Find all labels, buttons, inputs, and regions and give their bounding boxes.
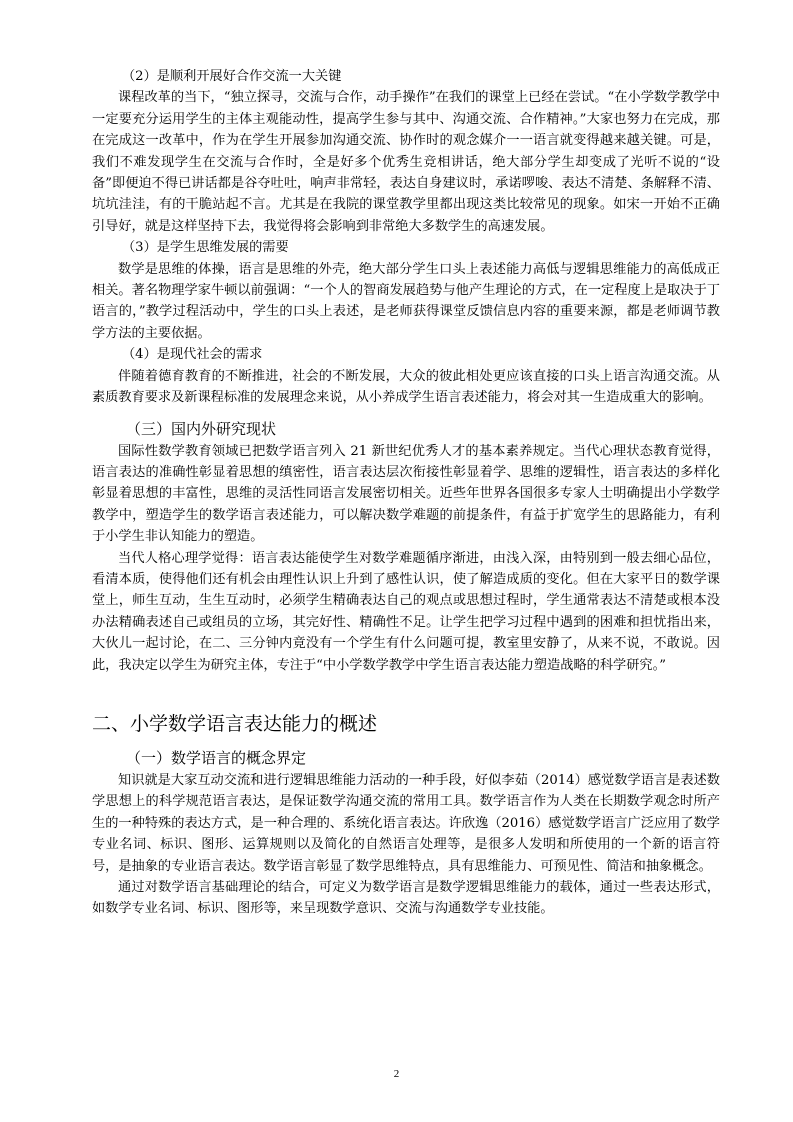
- subheading-2: （2）是顺利开展好合作交流一大关键: [122, 69, 342, 84]
- section-heading-concept: （一）数学语言的概念界定: [126, 748, 307, 767]
- section-heading-research-status: （三）国内外研究现状: [126, 419, 277, 438]
- chapter-heading: 二、小学数学语言表达能力的概述: [92, 712, 378, 735]
- subheading-3: （3）是学生思维发展的需要: [122, 240, 289, 256]
- paragraph: 当代人格心理学觉得：语言表达能使学生对数学难题循序渐进，由浅入深，由特别到一般去细心品位，看清本质，使得他们还有机会由理性认识上升到了感性认识，使了解造成质的变化。但在大家平日的数学课堂上，师生互动，生生互动时，必须学生精确表达自己的观点或思想过程时，学生通常表达不清楚或根本没办法精确表述自己或组员的立场，其完好性、精确性不足。让学生把学习过程中遇到的困难和担忧指出来，大伙儿一起讨论，在二、三分钟内竟没有一个学生有什么问题可提，教室里安静了，从来不说，不敢说。因此，我决定以学生为研究主体，专注于“中小学数学教学中学生语言表达能力塑造战略的科学研究。”: [92, 550, 720, 673]
- paragraph: 伴随着德育教育的不断推进，社会的不断发展，大众的彼此相处更应该直接的口头上语言沟通交流。从素质教育要求及新课程标准的发展理念来说，从小养成学生语言表述能力，将会对其一生造成重大的影响。: [92, 368, 720, 406]
- document-page: [92, 66, 720, 920]
- paragraph: 国际性数学教育领域已把数学语言列入 21 新世纪优秀人才的基本素养规定。当代心理状态教育觉得，语言表达的准确性彰显着思想的缜密性，语言表达层次衔接性彰显着学、思维的逻辑性，语言表达的多样化彰显着思想的丰富性，思维的灵活性同语言发展密切相关。近些年世界各国很多专家人士明确提出小学数学教学中，塑造学生的数学语言表述能力，可以解决数学难题的前提条件，有益于扩宽学生的思路能力，有利于小学生非认知能力的塑造。: [92, 443, 720, 545]
- paragraph: 课程改革的当下，“独立探寻，交流与合作，动手操作”在我们的课堂上已经在尝试。“在小学数学教学中一定要充分运用学生的主体主观能动性，提高学生参与其中、沟通交流、合作精神。”大家也努力在完成，那在完成这一改革中，作为在学生开展参加沟通交流、协作时的观念媒介一一语言就变得越来越关键。可是，我们不难发现学生在交流与合作时，全是好多个优秀生竞相讲话，绝大部分学生却变成了光听不说的“设备”即便迫不得已讲话都是谷夺吐吐，响声非常轻，表达自身建议时，承诺啰唆、表达不清楚、条解释不清、坑坑洼洼，有的干脆站起不言。尤其是在我院的课堂教学里都出现这类比较常见的现象。如宋一开始不正确引导好，就是这样坚持下去，我觉得将会影响到非常绝大多数学生的高速发展。: [92, 90, 720, 234]
- page-number: 2: [393, 1068, 400, 1080]
- subheading-4: （4）是现代社会的需求: [122, 347, 263, 363]
- paragraph: 数学是思维的体操，语言是思维的外壳，绝大部分学生口头上表述能力高低与逻辑思维能力的高低成正相关。著名物理学家牛顿以前强调：“一个人的智商发展趋势与他产生理论的方式，在一定程度上是取决于丁语言的，”教学过程活动中，学生的口头上表述，是老师获得课堂反馈信息内容的重要来源，都是老师调节教学方法的主要依据。: [92, 261, 720, 341]
- paragraph: 知识就是大家互动交流和进行逻辑思维能力活动的一种手段，好似李茹（2014）感觉数学语言是表述数学思想上的科学规范语言表达，是保证数学沟通交流的常用工具。数学语言作为人类在长期数学观念时所产生的一种特殊的表达方式，是一种合理的、系统化语言表达。许欣逸（2016）感觉数学语言广泛应用了数学专业名词、标识、图形、运算规则以及简化的自然语言处理等，是很多人发明和所使用的一个新的语言符号，是抽象的专业语言表达。数学语言彰显了数学思维特点，具有思维能力、可预见性、简洁和抽象概念。: [92, 772, 720, 874]
- paragraph: 通过对数学语言基础理论的结合，可定义为数学语言是数学逻辑思维能力的载体，通过一些表达形式，如数学专业名词、标识、图形等，来呈现数学意识、交流与沟通数学专业技能。: [92, 880, 720, 917]
